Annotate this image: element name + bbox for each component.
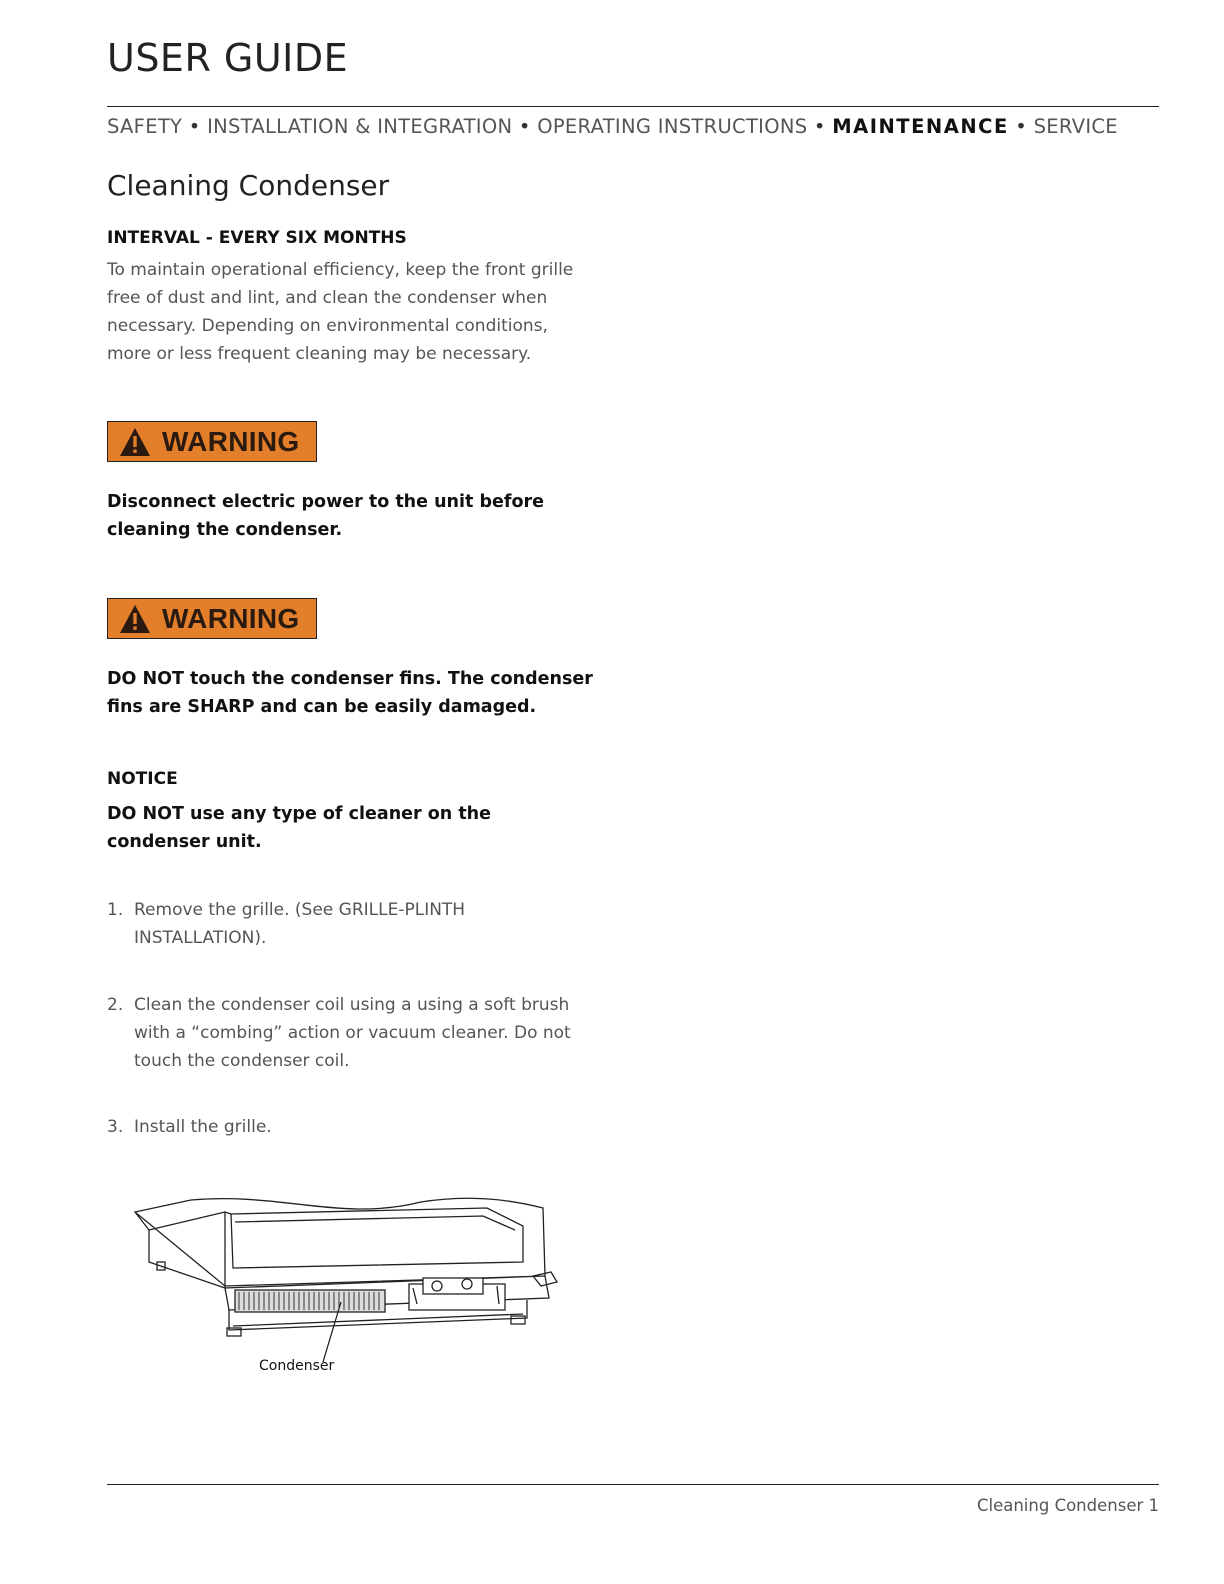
interval-block <box>107 227 607 249</box>
section-title: Cleaning Condenser <box>107 169 390 202</box>
notice-text: DO NOT use any type of cleaner on the condenser unit. <box>107 804 492 852</box>
notice-block <box>107 768 607 790</box>
nav-separator: • <box>518 115 531 138</box>
step-text: Remove the grille. (See GRILLE-PLINTH INSTALLATION). <box>134 900 466 948</box>
step-text: Install the grille. <box>134 1117 272 1137</box>
footer-divider <box>107 1484 1159 1485</box>
unit-illustration <box>131 1192 561 1382</box>
nav-separator: • <box>188 115 201 138</box>
nav-item-safety[interactable]: SAFETY <box>107 115 183 138</box>
intro-paragraph: To maintain operational efficiency, keep the front grille free of dust and lint, and clean the condenser when necessary. Depending on environmental conditions, more or less frequent cleaning may be necessary. <box>107 260 574 364</box>
step-item <box>107 896 507 952</box>
warning-triangle-icon <box>119 604 151 634</box>
step-number: 3. <box>107 1117 124 1137</box>
condenser-diagram <box>131 1192 561 1382</box>
nav-item-installation[interactable]: INSTALLATION & INTEGRATION <box>207 115 513 138</box>
section-breadcrumb <box>107 114 1163 140</box>
warning-banner <box>107 421 317 462</box>
warning-triangle-icon <box>119 427 151 457</box>
warning-text: Disconnect electric power to the unit before cleaning the condenser. <box>107 492 545 540</box>
nav-item-service[interactable]: SERVICE <box>1033 115 1118 138</box>
nav-item-maintenance[interactable]: MAINTENANCE <box>832 115 1009 138</box>
page <box>107 0 1159 1584</box>
warning-message <box>107 665 607 721</box>
page-footer: Cleaning Condenser 1 <box>976 1496 1159 1515</box>
step-item <box>107 1113 597 1141</box>
header-divider <box>107 106 1159 107</box>
condenser-callout-label: Condenser <box>259 1358 335 1374</box>
warning-label: WARNING <box>162 425 300 457</box>
interval-label: INTERVAL - EVERY SIX MONTHS <box>107 228 407 248</box>
nav-separator: • <box>1015 115 1028 138</box>
step-number: 2. <box>107 995 124 1015</box>
intro-block <box>107 256 597 368</box>
notice-label: NOTICE <box>107 769 178 789</box>
step-item <box>107 991 587 1075</box>
notice-message <box>107 800 527 856</box>
step-text: Clean the condenser coil using a using a soft brush with a “combing” action or vacuum cleaner. Do not touch the condenser coil. <box>134 995 571 1071</box>
warning-banner <box>107 598 317 639</box>
step-number: 1. <box>107 900 124 920</box>
warning-text: DO NOT touch the condenser fins. The condenser fins are SHARP and can be easily damaged. <box>107 669 593 717</box>
nav-item-operating[interactable]: OPERATING INSTRUCTIONS <box>537 115 808 138</box>
nav-separator: • <box>813 115 826 138</box>
warning-message <box>107 488 577 544</box>
document-title: USER GUIDE <box>107 36 349 80</box>
warning-label: WARNING <box>162 602 300 634</box>
